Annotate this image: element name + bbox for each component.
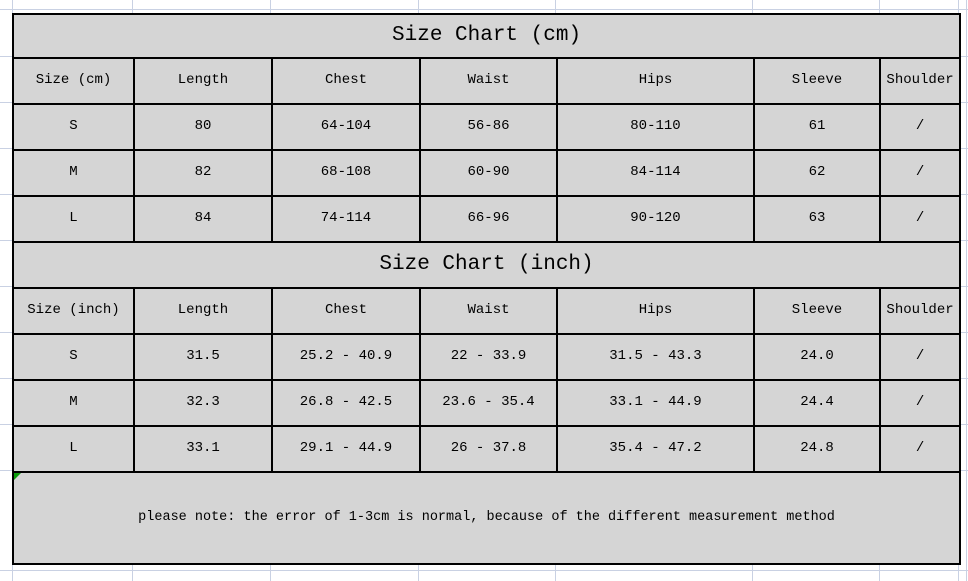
gridline: [0, 9, 968, 10]
cm-header-shoulder: Shoulder: [880, 58, 960, 104]
table-row: [13, 426, 960, 472]
inch-header-sleeve: Sleeve: [754, 288, 880, 334]
table-cell: 68-108: [272, 150, 420, 196]
table-cell: /: [880, 196, 960, 242]
cm-section-title: Size Chart (cm): [13, 14, 960, 58]
table-cell: 60-90: [420, 150, 557, 196]
table-row: [13, 196, 960, 242]
table-cell: 29.1 - 44.9: [272, 426, 420, 472]
cm-header-chest: Chest: [272, 58, 420, 104]
table-cell: /: [880, 426, 960, 472]
table-cell: 74-114: [272, 196, 420, 242]
gridline: [0, 570, 968, 571]
table-cell: 24.8: [754, 426, 880, 472]
cm-header-size: Size (cm): [13, 58, 134, 104]
table-cell: 24.0: [754, 334, 880, 380]
table-cell: 61: [754, 104, 880, 150]
table-row: [13, 380, 960, 426]
table-cell: /: [880, 104, 960, 150]
table-cell: 62: [754, 150, 880, 196]
table-row: [13, 334, 960, 380]
table-cell: 31.5: [134, 334, 272, 380]
cm-header-waist: Waist: [420, 58, 557, 104]
size-label-cell: M: [13, 150, 134, 196]
inch-header-waist: Waist: [420, 288, 557, 334]
table-row: [13, 58, 960, 104]
table-cell: 84-114: [557, 150, 754, 196]
table-cell: /: [880, 150, 960, 196]
cm-header-sleeve: Sleeve: [754, 58, 880, 104]
table-cell: 80-110: [557, 104, 754, 150]
table-cell: /: [880, 380, 960, 426]
size-label-cell: M: [13, 380, 134, 426]
gridline: [966, 0, 967, 581]
cm-header-hips: Hips: [557, 58, 754, 104]
inch-section-title: Size Chart (inch): [13, 242, 960, 288]
inch-header-chest: Chest: [272, 288, 420, 334]
table-row: [13, 472, 960, 564]
cm-header-length: Length: [134, 58, 272, 104]
table-cell: 90-120: [557, 196, 754, 242]
cell-error-indicator-icon: [14, 473, 21, 480]
inch-header-size: Size (inch): [13, 288, 134, 334]
inch-header-shoulder: Shoulder: [880, 288, 960, 334]
size-label-cell: L: [13, 426, 134, 472]
table-cell: 31.5 - 43.3: [557, 334, 754, 380]
table-cell: 24.4: [754, 380, 880, 426]
size-label-cell: L: [13, 196, 134, 242]
table-cell: 25.2 - 40.9: [272, 334, 420, 380]
table-cell: 84: [134, 196, 272, 242]
table-cell: 35.4 - 47.2: [557, 426, 754, 472]
table-cell: 26.8 - 42.5: [272, 380, 420, 426]
table-row: [13, 288, 960, 334]
table-row: [13, 14, 960, 58]
table-row: [13, 150, 960, 196]
size-label-cell: S: [13, 334, 134, 380]
table-cell: 22 - 33.9: [420, 334, 557, 380]
table-row: [13, 104, 960, 150]
table-cell: 32.3: [134, 380, 272, 426]
table-cell: 56-86: [420, 104, 557, 150]
table-cell: /: [880, 334, 960, 380]
table-row: [13, 242, 960, 288]
inch-header-length: Length: [134, 288, 272, 334]
size-label-cell: S: [13, 104, 134, 150]
table-cell: 64-104: [272, 104, 420, 150]
table-cell: 66-96: [420, 196, 557, 242]
measurement-note: please note: the error of 1-3cm is normal, because of the different measurement method: [13, 472, 960, 564]
table-cell: 23.6 - 35.4: [420, 380, 557, 426]
table-cell: 33.1 - 44.9: [557, 380, 754, 426]
table-cell: 82: [134, 150, 272, 196]
size-chart-table: [12, 13, 961, 565]
table-cell: 63: [754, 196, 880, 242]
inch-header-hips: Hips: [557, 288, 754, 334]
table-cell: 80: [134, 104, 272, 150]
table-cell: 26 - 37.8: [420, 426, 557, 472]
table-cell: 33.1: [134, 426, 272, 472]
